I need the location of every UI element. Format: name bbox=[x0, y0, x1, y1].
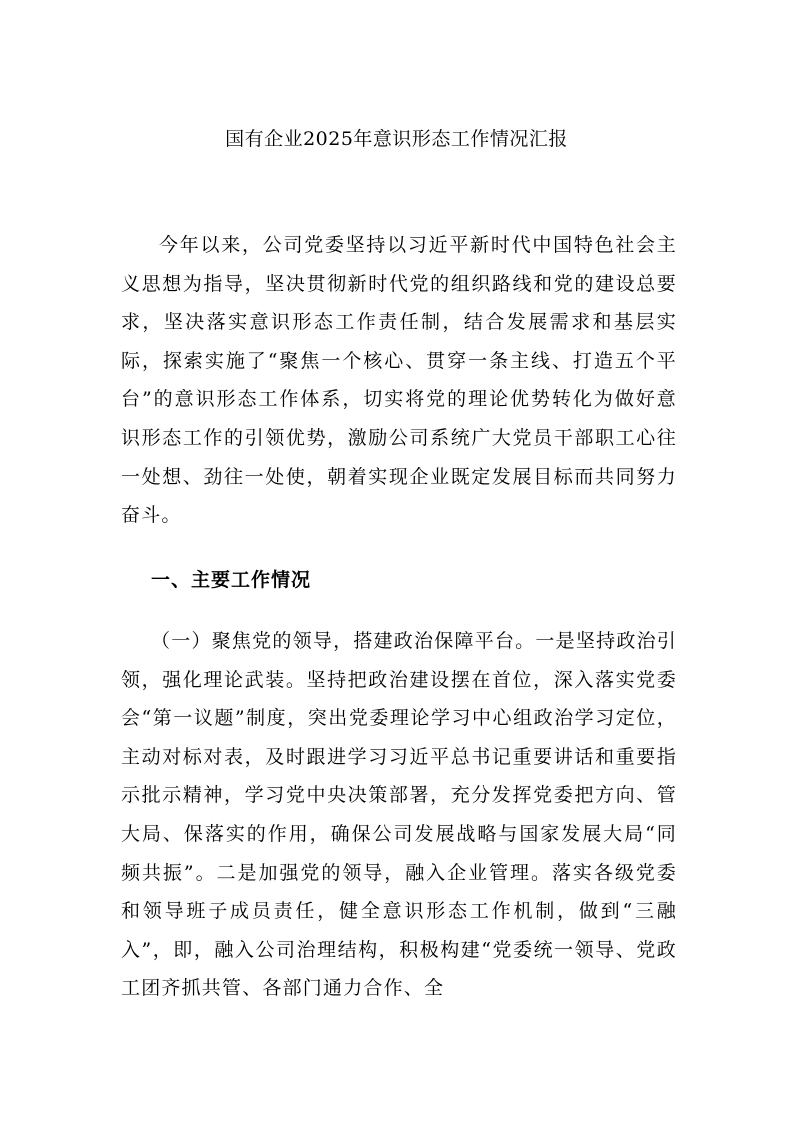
document-title: 国有企业2025年意识形态工作情况汇报 bbox=[225, 128, 568, 150]
section-heading: 一、主要工作情况 bbox=[151, 569, 312, 591]
intro-paragraph: 今年以来，公司党委坚持以习近平新时代中国特色社会主义思想为指导，坚决贯彻新时代党的组织路线和党的建设总要求，坚决落实意识形态工作责任制，结合发展需求和基层实际，探索实施了“聚焦一个核心、贯穿一条主线、打造五个平台”的意识形态工作体系，切实将党的理论优势转化为做好意识形态工作的引领优势，激励公司系统广大党员干部职工心往一处想、劲往一处使，朝着实现企业既定发展目标而共同努力奋斗。 bbox=[121, 234, 677, 527]
section-paragraph: （一）聚焦党的领导，搭建政治保障平台。一是坚持政治引领，强化理论武装。坚持把政治建设摆在首位，深入落实党委会“第一议题”制度，突出党委理论学习中心组政治学习定位，主动对标对表，及时跟进学习习近平总书记重要讲话和重要指示批示精神，学习党中央决策部署，充分发挥党委把方向、管大局、保落实的作用，确保公司发展战略与国家发展大局“同频共振”。二是加强党的领导，融入企业管理。落实各级党委和领导班子成员责任，健全意识形态工作机制，做到“三融入”，即，融入公司治理结构，积极构建“党委统一领导、党政工团齐抓共管、各部门通力合作、全 bbox=[121, 630, 677, 1000]
